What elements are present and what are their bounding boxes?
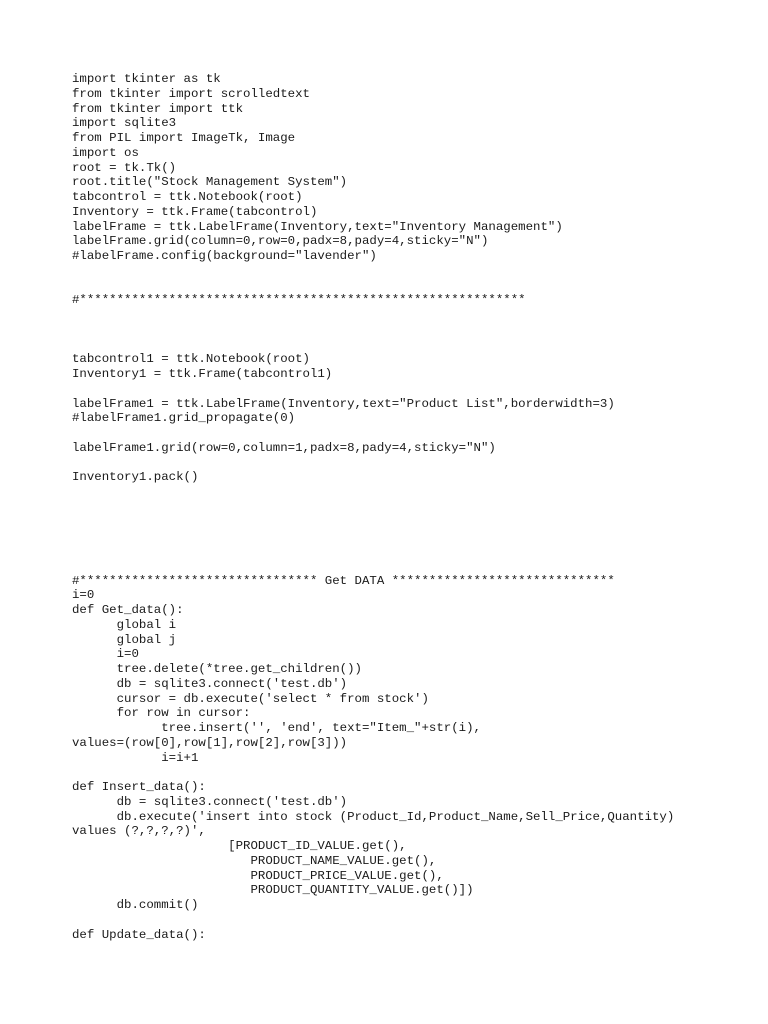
code-line: db = sqlite3.connect('test.db') bbox=[72, 676, 348, 691]
code-line: tree.delete(*tree.get_children()) bbox=[72, 662, 362, 676]
code-line: tree.insert('', 'end', text="Item_"+str(i), bbox=[72, 721, 481, 735]
code-line: from tkinter import scrolledtext bbox=[72, 86, 310, 101]
code-line: for row in cursor: bbox=[72, 706, 251, 721]
code-line bbox=[72, 913, 752, 928]
code-line: PRODUCT_PRICE_VALUE.get(), bbox=[72, 868, 444, 883]
code-line: tabcontrol1 = ttk.Notebook(root) bbox=[72, 352, 310, 367]
code-line: #labelFrame.config(background="lavender") bbox=[72, 249, 377, 263]
code-line: i=i+1 bbox=[72, 750, 199, 765]
code-line: def Update_data(): bbox=[72, 927, 206, 942]
code-line bbox=[72, 485, 752, 500]
code-line bbox=[72, 279, 752, 294]
code-line bbox=[72, 264, 752, 279]
code-line: PRODUCT_QUANTITY_VALUE.get()]) bbox=[72, 883, 474, 898]
code-line: cursor = db.execute('select * from stock') bbox=[72, 691, 429, 706]
code-line: #******************************** Get DATA ****************************** bbox=[72, 573, 615, 588]
code-line: PRODUCT_NAME_VALUE.get(), bbox=[72, 853, 437, 868]
code-line bbox=[72, 323, 752, 338]
code-line bbox=[72, 529, 752, 544]
code-line bbox=[72, 382, 752, 397]
code-line bbox=[72, 338, 752, 353]
code-line: db = sqlite3.connect('test.db') bbox=[72, 794, 348, 809]
code-document bbox=[72, 72, 752, 942]
code-line bbox=[72, 544, 752, 559]
code-line bbox=[72, 308, 752, 323]
code-line: tabcontrol = ttk.Notebook(root) bbox=[72, 190, 303, 204]
code-line: global i bbox=[72, 617, 177, 632]
code-line: labelFrame = ttk.LabelFrame(Inventory,text="Inventory Management") bbox=[72, 219, 563, 234]
code-line: from tkinter import ttk bbox=[72, 101, 244, 116]
code-line: import os bbox=[72, 145, 139, 160]
code-line: #labelFrame1.grid_propagate(0) bbox=[72, 411, 296, 426]
code-line: Inventory1.pack() bbox=[72, 470, 199, 485]
code-line: def Insert_data(): bbox=[72, 780, 206, 794]
code-line: i=0 bbox=[72, 647, 139, 662]
code-line: root.title("Stock Management System") bbox=[72, 175, 348, 190]
code-line: db.execute('insert into stock (Product_Id,Product_Name,Sell_Price,Quantity) bbox=[72, 809, 675, 824]
code-line bbox=[72, 515, 752, 530]
code-line: labelFrame1.grid(row=0,column=1,padx=8,pady=4,sticky="N") bbox=[72, 440, 496, 455]
code-line: import sqlite3 bbox=[72, 116, 177, 131]
code-line: values=(row[0],row[1],row[2],row[3])) bbox=[72, 735, 348, 750]
code-line bbox=[72, 765, 752, 780]
code-line: #************************************************************ bbox=[72, 293, 526, 308]
code-line: i=0 bbox=[72, 588, 95, 603]
code-line: import tkinter as tk bbox=[72, 72, 221, 86]
code-line bbox=[72, 559, 752, 574]
code-line: Inventory1 = ttk.Frame(tabcontrol1) bbox=[72, 367, 333, 381]
code-line: Inventory = ttk.Frame(tabcontrol) bbox=[72, 204, 318, 219]
code-line: db.commit() bbox=[72, 898, 199, 912]
code-line: def Get_data(): bbox=[72, 603, 184, 617]
code-line: root = tk.Tk() bbox=[72, 160, 177, 175]
code-line: labelFrame1 = ttk.LabelFrame(Inventory,text="Product List",borderwidth=3) bbox=[72, 396, 615, 411]
code-line: values (?,?,?,?)', bbox=[72, 824, 206, 839]
code-line: global j bbox=[72, 632, 177, 647]
code-line: from PIL import ImageTk, Image bbox=[72, 131, 296, 145]
code-line: labelFrame.grid(column=0,row=0,padx=8,pady=4,sticky="N") bbox=[72, 234, 489, 249]
code-line bbox=[72, 456, 752, 471]
code-line bbox=[72, 500, 752, 515]
code-line bbox=[72, 426, 752, 441]
code-line: [PRODUCT_ID_VALUE.get(), bbox=[72, 839, 407, 853]
